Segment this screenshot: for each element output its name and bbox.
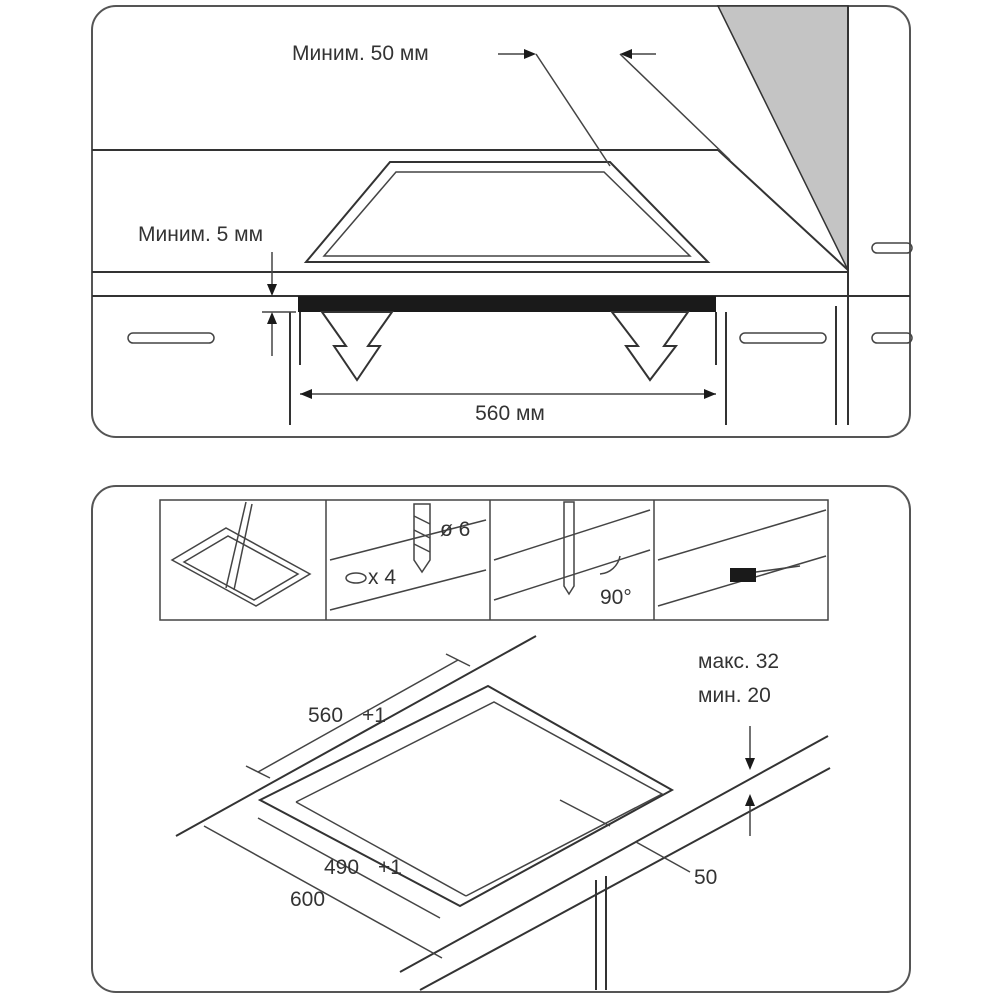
top-panel <box>92 6 912 437</box>
bottom-panel <box>92 486 910 992</box>
label-min-5: Миним. 5 мм <box>138 223 264 246</box>
label-490: 490 <box>324 856 360 879</box>
label-560-tol: +1 <box>362 704 386 727</box>
label-600: 600 <box>290 888 326 911</box>
label-50: 50 <box>694 866 718 889</box>
label-560: 560 мм <box>475 402 545 425</box>
label-diameter: ø 6 <box>440 518 471 541</box>
label-angle: 90° <box>600 586 632 609</box>
label-560-bottom: 560 <box>308 704 344 727</box>
label-min-50: Миним. 50 мм <box>292 42 429 65</box>
label-thickness-min: мин. 20 <box>698 684 771 707</box>
label-screws: x 4 <box>368 566 397 589</box>
seal-tape-icon <box>730 568 756 582</box>
label-490-tol: +1 <box>378 856 402 879</box>
seal-strip <box>298 296 716 312</box>
label-thickness-max: макс. 32 <box>698 650 780 673</box>
